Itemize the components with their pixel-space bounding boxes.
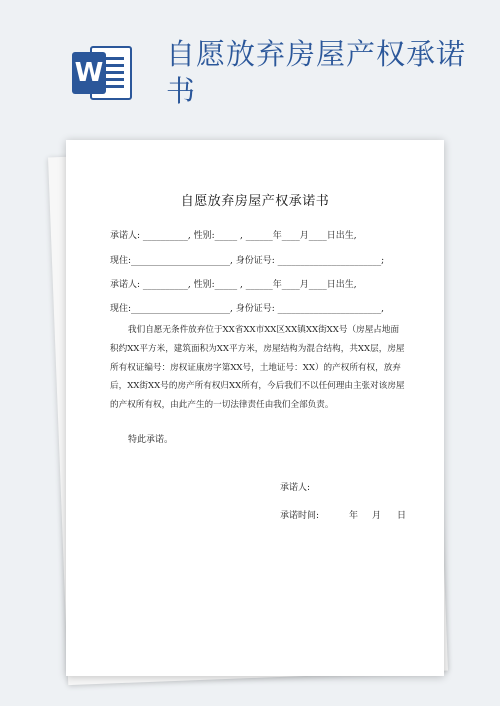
declaration-text: 特此承诺。 — [128, 435, 174, 445]
document-title: 自愿放弃房屋产权承诺书 — [180, 194, 330, 209]
signature-month: 月 — [372, 511, 382, 521]
signature-year: 年 — [349, 511, 359, 521]
promisor-2-info-line: 承诺人: __________, 性别:_____ , ______年____月____日出生, — [110, 280, 357, 290]
signature-promisor-label: 承诺人: — [280, 483, 311, 493]
banner-title: 自愿放弃房屋产权承诺书 — [166, 37, 467, 108]
word-icon-letter: W — [72, 52, 106, 94]
banner — [0, 0, 500, 120]
body-paragraph: 我们自愿无条件放弃位于XX省XX市XX区XX镇XX街XX号（房屋占地面积约XX平方米，建筑面积为XX平方米，房屋结构为混合结构，共XX层，房屋所有权证编号：房权证康房字第XX号，土地证号：XX）的产权所有权，放弃后，XX街XX号的房产所有权归XX所有，今后我们不以任何理由主张对该房屋的产权所有权，由此产生的一切法律责任由我们全部负责。 — [110, 325, 405, 411]
word-icon — [72, 43, 134, 103]
signature-day: 日 — [397, 511, 407, 521]
promisor-1-info-line: 承诺人: __________, 性别:_____ , ______年____月____日出生, — [110, 231, 357, 241]
document-page — [66, 140, 444, 676]
promisor-2-address-line: 现住:______________________, 身份证号: _______________________, — [110, 304, 385, 314]
promisor-1-address-line: 现住:______________________, 身份证号: _______________________; — [110, 256, 385, 266]
signature-date-label: 承诺时间: — [280, 511, 320, 521]
